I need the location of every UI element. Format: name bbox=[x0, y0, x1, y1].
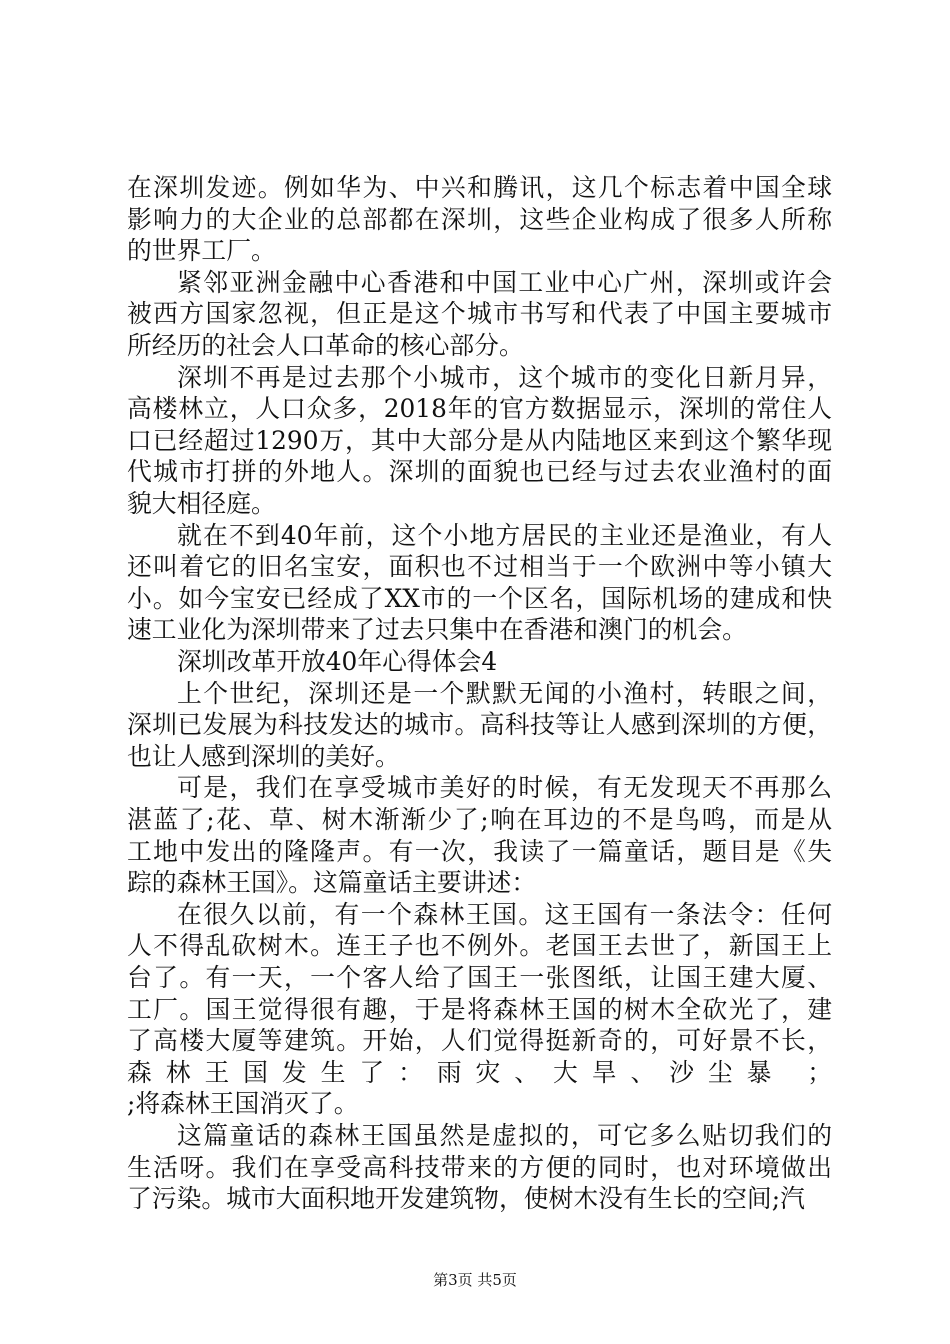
text-line: 所经历的社会人口革命的核心部分。 bbox=[127, 331, 524, 360]
text-line: 貌大相径庭。 bbox=[127, 489, 276, 518]
text-line: 口已经超过1290万，其中大部分是从内陆地区来到这个繁华现 bbox=[127, 425, 832, 455]
text-line: 生活呀。我们在享受高科技带来的方便的同时，也对环境做出 bbox=[127, 1152, 832, 1182]
text-line: 工地中发出的隆隆声。有一次，我读了一篇童话，题目是《失 bbox=[127, 836, 832, 866]
text-line: 被西方国家忽视，但正是这个城市书写和代表了中国主要城市 bbox=[127, 299, 832, 329]
text-line: 了高楼大厦等建筑。开始，人们觉得挺新奇的，可好景不长， bbox=[127, 1026, 832, 1056]
text-line: 这篇童话的森林王国虽然是虚拟的，可它多么贴切我们的 bbox=[177, 1121, 832, 1150]
text-line: 还叫着它的旧名宝安，面积也不过相当于一个欧洲中等小镇大 bbox=[127, 552, 832, 582]
text-line: 高楼林立，人口众多，2018年的官方数据显示，深圳的常住人 bbox=[127, 394, 832, 424]
text-line: 影响力的大企业的总部都在深圳，这些企业构成了很多人所称 bbox=[127, 204, 832, 234]
text-line: 小。如今宝安已经成了XX市的一个区名，国际机场的建成和快 bbox=[127, 583, 832, 613]
text-line: 代城市打拼的外地人。深圳的面貌也已经与过去农业渔村的面 bbox=[127, 457, 832, 487]
text-line: 紧邻亚洲金融中心香港和中国工业中心广州，深圳或许会 bbox=[177, 267, 832, 297]
text-line: ;将森林王国消灭了。 bbox=[127, 1089, 359, 1119]
text-line: 了污染。城市大面积地开发建筑物，使树木没有生长的空间;汽 bbox=[127, 1184, 805, 1214]
text-line: 的世界工厂。 bbox=[127, 236, 276, 266]
text-line: 在很久以前，有一个森林王国。这王国有一条法令：任何 bbox=[177, 899, 832, 929]
text-line: 深圳已发展为科技发达的城市。高科技等让人感到深圳的方便， bbox=[127, 710, 832, 740]
text-line: 踪的森林王国》。这篇童话主要讲述： bbox=[127, 868, 537, 898]
text-line: 可是，我们在享受城市美好的时候，有无发现天不再那么 bbox=[177, 773, 832, 803]
text-line: 也让人感到深圳的美好。 bbox=[127, 741, 400, 771]
text-line: 台了。有一天，一个客人给了国王一张图纸，让国王建大厦、 bbox=[127, 963, 832, 992]
text-line: 上个世纪，深圳还是一个默默无闻的小渔村，转眼之间， bbox=[177, 678, 832, 708]
text-line: 就在不到40年前，这个小地方居民的主业还是渔业，有人 bbox=[177, 520, 832, 550]
text-line: 工厂。国王觉得很有趣，于是将森林王国的树木全砍光了，建 bbox=[127, 994, 832, 1024]
text-line: 人不得乱砍树木。连王子也不例外。老国王去世了，新国王上 bbox=[127, 931, 832, 961]
text-line: 深圳不再是过去那个小城市，这个城市的变化日新月异， bbox=[177, 362, 832, 392]
text-line: 在深圳发迹。例如华为、中兴和腾讯，这几个标志着中国全球 bbox=[127, 173, 832, 202]
text-line: 速工业化为深圳带来了过去只集中在香港和澳门的机会。 bbox=[127, 615, 747, 645]
text-line: 森林王国发生了：雨灾、大旱、沙尘暴 ； bbox=[127, 1057, 832, 1087]
section-heading: 深圳改革开放40年心得体会4 bbox=[177, 647, 498, 676]
text-line: 湛蓝了;花、草、树木渐渐少了;响在耳边的不是鸟鸣，而是从 bbox=[127, 805, 832, 834]
page-footer: 第3页 共5页 bbox=[433, 1271, 517, 1289]
